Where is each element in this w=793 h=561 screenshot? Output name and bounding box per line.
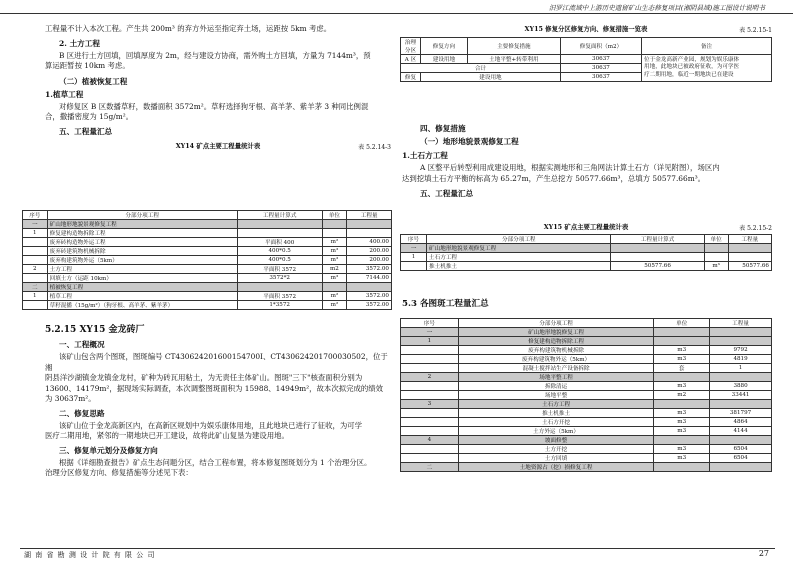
table-cell: 土方回填 xyxy=(458,454,653,463)
table-cell xyxy=(704,244,728,253)
table-row xyxy=(23,256,392,265)
table-cell: 4819 xyxy=(710,355,772,364)
table-row xyxy=(401,364,772,373)
table-cell xyxy=(728,244,771,253)
table-row xyxy=(23,247,392,256)
footer-org: 湖 南 省 勘 测 设 计 院 有 限 公 司 xyxy=(24,551,156,559)
table-cell xyxy=(401,427,459,436)
table-cell xyxy=(23,247,48,256)
paragraph: B 区进行土方回填，回填厚度为 2m，经与建设方协商，需外购土方回填，方量为 7144m³，预 xyxy=(59,50,371,60)
table-cell: m2 xyxy=(322,265,347,274)
table-row xyxy=(401,400,772,409)
table-cell: 废弃砖构造物外运工程 xyxy=(47,238,237,247)
table-cell: 工程量计算式 xyxy=(237,211,322,220)
table-cell: 废弃构建筑物外运（5km） xyxy=(458,355,653,364)
paragraph: A 区整平后转型利用成建设用地，根据实测地形和三角网法计算土石方（详见附图），场区内 xyxy=(420,163,720,172)
table-cell xyxy=(611,244,704,253)
table-cell: 1 xyxy=(401,337,459,346)
table-row xyxy=(401,244,772,253)
table-cell: 400*0.5 xyxy=(237,247,322,256)
table-row xyxy=(23,229,392,238)
table-cell xyxy=(401,364,459,373)
paragraph: 合，撒播密度为 15g/m²。 xyxy=(45,112,134,121)
table-cell xyxy=(710,328,772,337)
table-cell: m² xyxy=(322,238,347,247)
table-cell xyxy=(654,400,710,409)
table-cell xyxy=(322,283,347,292)
table-cell: 土石方工程 xyxy=(458,400,653,409)
table-cell: 推土机推土 xyxy=(427,262,611,271)
table-cell xyxy=(23,301,48,310)
table-cell: 2 xyxy=(23,265,48,274)
table-cell xyxy=(710,463,772,472)
paragraph: 达到挖填土石方平衡的标高为 65.27m，产生总挖方 50577.66m³，总填方 50577.66m³。 xyxy=(402,173,706,183)
table-cell: 修复建构造物拆除工程 xyxy=(47,229,237,238)
table-cell: 50577.66 xyxy=(728,262,771,271)
table-cell: 二 xyxy=(23,283,48,292)
left-column-lower xyxy=(45,324,391,479)
table-cell: 200.00 xyxy=(347,247,392,256)
table-cell: 矿山地形地貌修复工程 xyxy=(458,328,653,337)
td-note xyxy=(642,55,772,82)
table-row xyxy=(401,454,772,463)
table-cell: 6504 xyxy=(710,445,772,454)
table-cell xyxy=(401,391,459,400)
heading: 五、工程量汇总 xyxy=(59,126,113,136)
table-cell: 草籽混播（15g/m²）（狗牙根、高羊茅、紫羊茅） xyxy=(47,301,237,310)
table-xy15 xyxy=(400,234,772,271)
table-cell: 工程量 xyxy=(728,235,771,244)
table-cell: 工程量计算式 xyxy=(611,235,704,244)
table-cell: m³ xyxy=(322,256,347,265)
paragraph: 根据《详细勘查报告》矿点生态问题分区，结合工程布置，将本修复图斑划分为 1 个治理分区。 xyxy=(59,457,372,467)
table-row xyxy=(401,436,772,445)
table-cell: 4 xyxy=(401,436,459,445)
td: 建设用地 xyxy=(421,73,561,82)
table-cell: 3572*2 xyxy=(237,274,322,283)
table-summary xyxy=(400,318,772,472)
table-cell xyxy=(23,274,48,283)
section-title: 5.3 各图斑工程量汇总 xyxy=(402,299,489,309)
heading: （二）植被恢复工程 xyxy=(59,76,128,86)
table-cell: 平面积 3572 xyxy=(237,265,322,274)
table-cell: 3572.00 xyxy=(347,301,392,310)
table-row xyxy=(401,391,772,400)
table-cell: m3 xyxy=(654,418,710,427)
table-cell xyxy=(23,256,48,265)
table-cell xyxy=(654,463,710,472)
table-cell: 381797 xyxy=(710,409,772,418)
table-cell: m² xyxy=(322,301,347,310)
table-cell: 1 xyxy=(23,292,48,301)
table-cell xyxy=(347,220,392,229)
table-cell: 植草工程 xyxy=(47,292,237,301)
table-cell: 单位 xyxy=(654,319,710,328)
table-cell: m3 xyxy=(654,427,710,436)
table-header-row xyxy=(401,319,772,328)
table-cell: 土地资源占（挖）损修复工程 xyxy=(458,463,653,472)
table-cell: m3 xyxy=(654,454,710,463)
table-cell: 土石方开挖 xyxy=(458,418,653,427)
table-row xyxy=(401,382,772,391)
table-row xyxy=(401,373,772,382)
table-cell: 单位 xyxy=(322,211,347,220)
table-cell: m3 xyxy=(654,382,710,391)
table-cell: 400.00 xyxy=(347,238,392,247)
page-footer xyxy=(20,548,775,560)
table-cell xyxy=(401,346,459,355)
table-cell: 序号 xyxy=(23,211,48,220)
th: 修复面积（m2） xyxy=(560,38,641,55)
table-cell: 4864 xyxy=(710,418,772,427)
table-cell: 1 xyxy=(710,364,772,373)
heading: 1.植草工程 xyxy=(45,89,84,99)
table-cell: 分部分项工程 xyxy=(47,211,237,220)
table-cell: 植被恢复工程 xyxy=(47,283,237,292)
table-caption xyxy=(45,141,391,153)
table-title: XY14 矿点主要工程量统计表 xyxy=(175,141,261,150)
table-cell: 平面积 3572 xyxy=(237,292,322,301)
table-cell: m3 xyxy=(654,346,710,355)
table-cell xyxy=(710,400,772,409)
table-cell: 2 xyxy=(401,373,459,382)
note-line: 位于金龙高新产业园，规划为娱乐康体 xyxy=(644,56,740,63)
table-number: 表 5.2.14-3 xyxy=(358,143,391,151)
td: 30637 xyxy=(560,64,641,73)
th: 治理分区 xyxy=(401,38,421,55)
table-cell: 工程量 xyxy=(710,319,772,328)
table-cell: 3572.00 xyxy=(347,292,392,301)
table-cell: 场地平整 xyxy=(458,391,653,400)
header-text: 汨罗江流域中上游历史遗留矿山生态修复项目(湘阴县域)施工图设计说明书 xyxy=(548,4,765,12)
heading: （一）地形地貌景观修复工程 xyxy=(420,137,519,146)
table-cell: 废弃砖建筑物机械拆除 xyxy=(47,247,237,256)
page-number: 27 xyxy=(758,549,769,558)
table-cell: 1 xyxy=(23,229,48,238)
table-cell xyxy=(654,328,710,337)
td: A 区 xyxy=(401,55,421,64)
table-cell xyxy=(401,409,459,418)
table-cell: 工程量 xyxy=(347,211,392,220)
paragraph: 算运距暂按 10km 考虑。 xyxy=(45,61,130,70)
table-cell: m2 xyxy=(654,391,710,400)
table-cell xyxy=(611,253,704,262)
table-row xyxy=(23,220,392,229)
table-row xyxy=(23,238,392,247)
heading: 四、修复措施 xyxy=(420,124,466,133)
right-column xyxy=(402,124,772,201)
table-row xyxy=(401,409,772,418)
table-cell xyxy=(401,418,459,427)
table-cell: 矿山地形地貌景观修复工程 xyxy=(427,244,611,253)
table-cell: 3880 xyxy=(710,382,772,391)
section-title: 5.2.15 XY15 金龙砖厂 xyxy=(45,325,145,335)
table-cell: 分部分项工程 xyxy=(458,319,653,328)
table-caption xyxy=(400,222,772,234)
table-row xyxy=(401,355,772,364)
table-cell: 土方开挖 xyxy=(458,445,653,454)
table-cell: 推土机推土 xyxy=(458,409,653,418)
paragraph: 阴县洋沙湖镇金龙镇金龙村，矿种为砖瓦用粘土，为无责任主体矿山。图斑"三下"核查面积分别为 xyxy=(45,373,363,382)
table-cell: 一 xyxy=(401,244,427,253)
table-cell: 一 xyxy=(23,220,48,229)
table-xy14 xyxy=(22,210,392,310)
paragraph: 对修复区 B 区数播草籽，数播面积 3572m²。草籽选择狗牙根、高羊茅、紫羊茅 3 种同比例混 xyxy=(59,101,369,111)
table-cell xyxy=(237,229,322,238)
table-cell xyxy=(401,382,459,391)
table-cell: m³ xyxy=(704,262,728,271)
table-number: 表 5.2.15-1 xyxy=(739,27,772,34)
table-cell: 50577.66 xyxy=(611,262,704,271)
table-cell xyxy=(237,283,322,292)
table-cell: 废弃构建筑物机械拆除 xyxy=(458,346,653,355)
note-line: 疗二期用地，临近一期地块已在建设 xyxy=(644,71,734,78)
table-cell: 土方工程 xyxy=(47,265,237,274)
table-cell xyxy=(710,436,772,445)
table-cell: 土方外运（5km） xyxy=(458,427,653,436)
table-cell: 废弃构建筑物外运（5km） xyxy=(47,256,237,265)
table-row xyxy=(401,328,772,337)
paragraph: 为 30637m²。 xyxy=(45,394,96,403)
table-caption xyxy=(400,24,772,36)
paragraph: 该矿山包含两个图斑，图斑编号 CT430624201600154700I、CT430624201700030502，位于湘 xyxy=(45,352,388,372)
table-cell: 7144.00 xyxy=(347,274,392,283)
td: 土地平整+转带利用 xyxy=(467,55,560,64)
table-cell: m³ xyxy=(322,274,347,283)
table-row xyxy=(401,346,772,355)
table-cell: m³ xyxy=(322,247,347,256)
table-cell: 二 xyxy=(401,463,459,472)
table-cell: 3572.00 xyxy=(347,265,392,274)
paragraph: 治理分区修复方向、修复措施等分述见下表： xyxy=(45,468,193,477)
table-row xyxy=(401,337,772,346)
heading: 三、修复单元划分及修复方向 xyxy=(59,445,158,455)
table-row xyxy=(401,427,772,436)
paragraph: 该矿山位于金龙高新区内，在高新区规划中为娱乐康体用地，且此地块已进行了征收，为可学 xyxy=(59,420,363,430)
table-row xyxy=(401,445,772,454)
table-cell: 3 xyxy=(401,400,459,409)
table-cell: 400*0.5 xyxy=(237,256,322,265)
table-cell xyxy=(654,337,710,346)
table-row xyxy=(23,283,392,292)
table-cell xyxy=(322,229,347,238)
table-cell: 33441 xyxy=(710,391,772,400)
table-cell: m3 xyxy=(654,445,710,454)
heading: 一、工程概况 xyxy=(59,340,105,349)
table-cell xyxy=(654,373,710,382)
table-cell: 土石方工程 xyxy=(427,253,611,262)
table-row xyxy=(23,301,392,310)
table-cell: 4144 xyxy=(710,427,772,436)
table-cell xyxy=(401,445,459,454)
td: 30637 xyxy=(560,55,641,64)
td: 修复 xyxy=(401,73,421,82)
td: 建设用地 xyxy=(421,55,468,64)
table-cell: 序号 xyxy=(401,235,427,244)
table-cell xyxy=(237,220,322,229)
table-cell: 修复建构造物拆除工程 xyxy=(458,337,653,346)
table-row xyxy=(401,418,772,427)
table-cell: m3 xyxy=(654,409,710,418)
table-cell: 平面积 400 xyxy=(237,238,322,247)
table-cell: 单位 xyxy=(704,235,728,244)
table-cell xyxy=(704,253,728,262)
table-header-row xyxy=(401,235,772,244)
table-title: XY15 修复分区修复方向、修复措施一览表 xyxy=(524,25,648,33)
th: 修复方向 xyxy=(421,38,468,55)
th: 主要修复措施 xyxy=(467,38,560,55)
table-cell: 一 xyxy=(401,328,459,337)
table-cell xyxy=(710,337,772,346)
table-cell: 矿山地形地貌景观修复工程 xyxy=(47,220,237,229)
table-cell: 9792 xyxy=(710,346,772,355)
table-cell: 分部分项工程 xyxy=(427,235,611,244)
table-cell xyxy=(728,253,771,262)
table-header-row xyxy=(23,211,392,220)
table-cell: 200.00 xyxy=(347,256,392,265)
table-cell: 坡面修整 xyxy=(458,436,653,445)
paragraph: 工程量不计入本次工程。产生共 200m³ 的弃方外运至指定弃土场，运距按 5km 考虑。 xyxy=(45,24,332,33)
table-cell: 拆除清运 xyxy=(458,382,653,391)
table-cell: m² xyxy=(322,292,347,301)
heading: 1.土石方工程 xyxy=(402,151,448,160)
table-title: XY15 矿点主要工程量统计表 xyxy=(543,223,629,231)
table-cell xyxy=(23,238,48,247)
paragraph: 13600、14179m²，据现场实际调查，本次调整图斑面积为 15988、14949m²，故本次拟完成的绩效 xyxy=(45,383,384,393)
table-cell xyxy=(710,373,772,382)
heading: 五、工程量汇总 xyxy=(420,189,474,198)
note-line: 用地，此地块已被政府征收，为可学医 xyxy=(644,64,740,71)
table-cell: 套 xyxy=(654,364,710,373)
table-cell: 回填土方（运距 10km） xyxy=(47,274,237,283)
page-header xyxy=(0,0,793,14)
table-number: 表 5.2.15-2 xyxy=(739,225,772,232)
table-cell: 混凝土搅拌站生产设备拆除 xyxy=(458,364,653,373)
table-row xyxy=(23,274,392,283)
table-cell xyxy=(347,229,392,238)
table-cell xyxy=(401,454,459,463)
table-cell xyxy=(654,436,710,445)
table-cell: 序号 xyxy=(401,319,459,328)
table-row xyxy=(23,292,392,301)
table-cell: 1*3572 xyxy=(237,301,322,310)
th: 备注 xyxy=(642,38,772,55)
table-cell: 6504 xyxy=(710,454,772,463)
table-row xyxy=(401,262,772,271)
table-cell xyxy=(401,355,459,364)
table-row xyxy=(23,265,392,274)
paragraph: 医疗二期用地，紧邻的一期地块已开工建设，故将此矿山复垦为建设用地。 xyxy=(45,431,289,440)
table-cell: 1 xyxy=(401,253,427,262)
td: 30637 xyxy=(560,73,641,82)
table-cell xyxy=(401,262,427,271)
table-row xyxy=(401,463,772,472)
heading: 二、修复思路 xyxy=(59,408,105,418)
heading: 2. 土方工程 xyxy=(59,38,100,48)
table-cell xyxy=(347,283,392,292)
table-cell xyxy=(322,220,347,229)
table-xy15-zones xyxy=(400,37,772,82)
table-cell: m3 xyxy=(654,355,710,364)
table-cell: 场地平整工程 xyxy=(458,373,653,382)
left-column xyxy=(45,24,391,153)
table-row xyxy=(401,253,772,262)
td: 合计 xyxy=(401,64,561,73)
